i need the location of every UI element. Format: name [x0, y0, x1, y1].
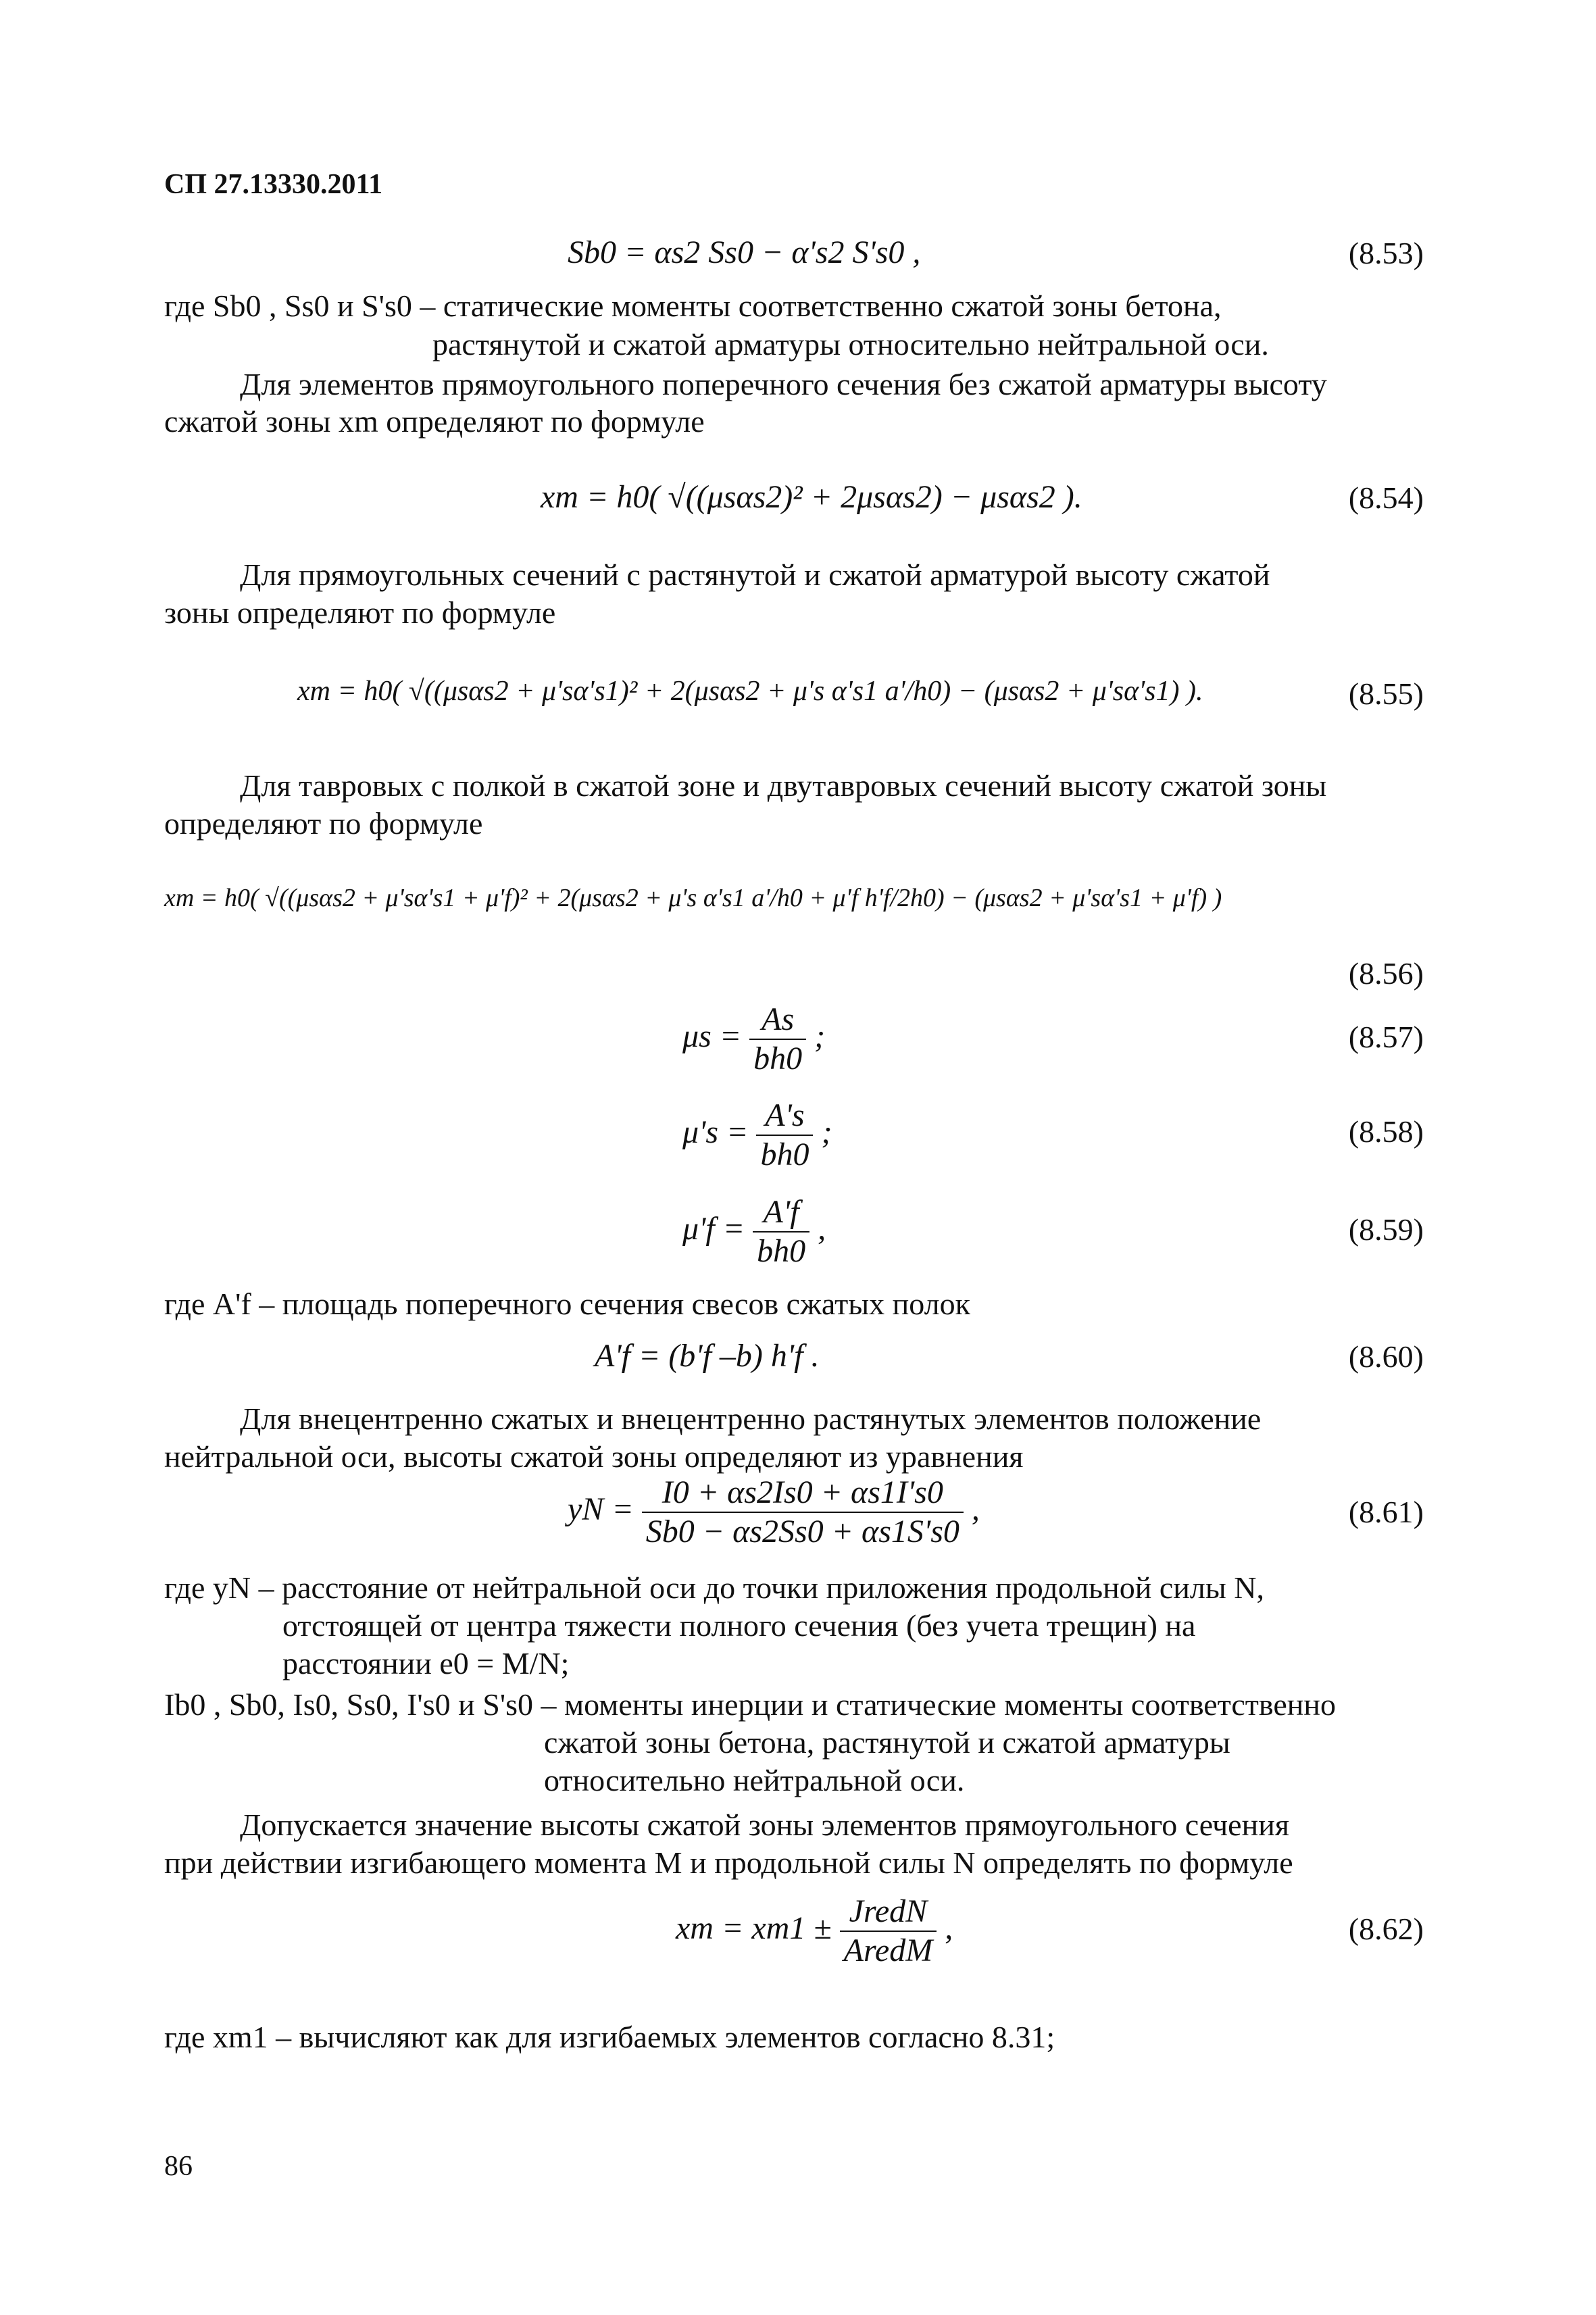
where-8-53-line1: где Sb0 , Ss0 и S's0 – статические моменты соответственно сжатой зоны бетона,: [164, 289, 1222, 323]
equation-number-8-54: (8.54): [1348, 480, 1424, 515]
where-8-61-line2: отстоящей от центра тяжести полного сечения (без учета трещин) на: [282, 1608, 1196, 1643]
equation-number-8-62: (8.62): [1348, 1912, 1424, 1946]
document-code-header: СП 27.13330.2011: [164, 169, 383, 200]
para-allow-line2: при действии изгибающего момента M и продольной силы N определять по формуле: [164, 1845, 1293, 1880]
formula-8-58-denominator: bh0: [760, 1137, 809, 1172]
formula-8-62-numerator: JredN: [840, 1895, 937, 1932]
equation-number-8-61: (8.61): [1348, 1495, 1424, 1529]
formula-8-59-tail: ,: [818, 1211, 826, 1247]
formula-8-61-lhs: yN =: [568, 1491, 634, 1528]
formula-8-54: xm = h0( √((μsαs2)² + 2μsαs2) − μsαs2 ).: [541, 479, 1082, 515]
where-8-61-line1: где yN – расстояние от нейтральной оси до точки приложения продольной силы N,: [164, 1570, 1264, 1605]
formula-8-58: [682, 1099, 832, 1171]
formula-8-59-fraction: [753, 1196, 809, 1268]
formula-8-61-fraction: [642, 1476, 964, 1548]
para-rect2-line2: зоны определяют по формуле: [164, 595, 556, 630]
where-8-61-line5: сжатой зоны бетона, растянутой и сжатой арматуры: [544, 1725, 1230, 1760]
where-8-61-line3: расстоянии e0 = M/N;: [282, 1646, 570, 1681]
equation-number-8-56: (8.56): [1348, 956, 1424, 991]
equation-number-8-53: (8.53): [1348, 236, 1424, 270]
formula-8-62-lhs: xm = xm1 ±: [676, 1910, 832, 1947]
formula-8-57-numerator: As: [749, 1003, 806, 1040]
para-tee-line1: Для тавровых с полкой в сжатой зоне и двутавровых сечений высоту сжатой зоны: [240, 768, 1327, 803]
formula-8-59: [682, 1196, 826, 1268]
where-8-61-line4: Ib0 , Sb0, Is0, Ss0, I's0 и S's0 – моменты инерции и статические моменты соответственно: [164, 1687, 1336, 1722]
equation-number-8-59: (8.59): [1348, 1212, 1424, 1247]
where-8-59-line1: где A'f – площадь поперечного сечения свесов сжатых полок: [164, 1287, 970, 1321]
formula-8-59-numerator: A'f: [753, 1196, 809, 1233]
formula-8-58-numerator: A's: [756, 1099, 813, 1136]
formula-8-61: [568, 1476, 980, 1548]
formula-8-53: Sb0 = αs2 Ss0 − α's2 S's0 ,: [568, 234, 921, 270]
formula-8-58-tail: ;: [821, 1114, 832, 1151]
formula-8-58-fraction: [756, 1099, 813, 1171]
equation-number-8-60: (8.60): [1348, 1339, 1424, 1374]
formula-8-55: xm = h0( √((μsαs2 + μ'sα's1)² + 2(μsαs2 + μ's α's1 a'/h0) − (μsαs2 + μ'sα's1) ).: [297, 676, 1203, 707]
formula-8-59-denominator: bh0: [757, 1233, 806, 1269]
equation-number-8-55: (8.55): [1348, 676, 1424, 711]
where-8-53-line2: растянутой и сжатой арматуры относительно нейтральной оси.: [432, 327, 1269, 362]
para-rect-line1: Для элементов прямоугольного поперечного сечения без сжатой арматуры высоту: [240, 367, 1327, 401]
page-number: 86: [164, 2151, 193, 2182]
formula-8-60: A'f = (b'f –b) h'f .: [595, 1338, 820, 1374]
formula-8-57-lhs: μs =: [682, 1018, 742, 1055]
formula-8-59-lhs: μ'f =: [682, 1211, 745, 1247]
formula-8-58-lhs: μ's =: [682, 1114, 749, 1151]
para-ecc-line1: Для внецентренно сжатых и внецентренно растянутых элементов положение: [240, 1401, 1262, 1436]
formula-8-61-numerator: I0 + αs2Is0 + αs1I's0: [642, 1476, 964, 1513]
formula-8-61-denominator: Sb0 − αs2Ss0 + αs1S's0: [645, 1514, 959, 1549]
equation-number-8-57: (8.57): [1348, 1020, 1424, 1054]
where-8-62-line1: где xm1 – вычисляют как для изгибаемых элементов согласно 8.31;: [164, 2020, 1055, 2054]
formula-8-57-tail: ;: [814, 1018, 826, 1055]
para-allow-line1: Допускается значение высоты сжатой зоны элементов прямоугольного сечения: [240, 1808, 1289, 1842]
formula-8-61-tail: ,: [971, 1491, 980, 1528]
formula-8-57-fraction: [749, 1003, 806, 1075]
formula-8-62-tail: ,: [945, 1910, 953, 1947]
formula-8-56: xm = h0( √((μsαs2 + μ'sα's1 + μ'f)² + 2(μsαs2 + μ's α's1 a'/h0 + μ'f h'f/2h0) − (μsαs2 + μ'sα's1 + μ'f) ): [164, 884, 1222, 912]
formula-8-62-fraction: [840, 1895, 937, 1967]
equation-number-8-58: (8.58): [1348, 1114, 1424, 1149]
formula-8-62: [676, 1895, 953, 1967]
para-ecc-line2: нейтральной оси, высоты сжатой зоны определяют из уравнения: [164, 1439, 1024, 1474]
para-rect2-line1: Для прямоугольных сечений с растянутой и сжатой арматурой высоту сжатой: [240, 557, 1270, 592]
para-tee-line2: определяют по формуле: [164, 806, 483, 841]
formula-8-57: [682, 1003, 825, 1075]
formula-8-62-denominator: AredM: [843, 1933, 933, 1968]
where-8-61-line6: относительно нейтральной оси.: [544, 1763, 965, 1797]
formula-8-57-denominator: bh0: [753, 1041, 803, 1076]
para-rect-line2: сжатой зоны xm определяют по формуле: [164, 404, 705, 439]
